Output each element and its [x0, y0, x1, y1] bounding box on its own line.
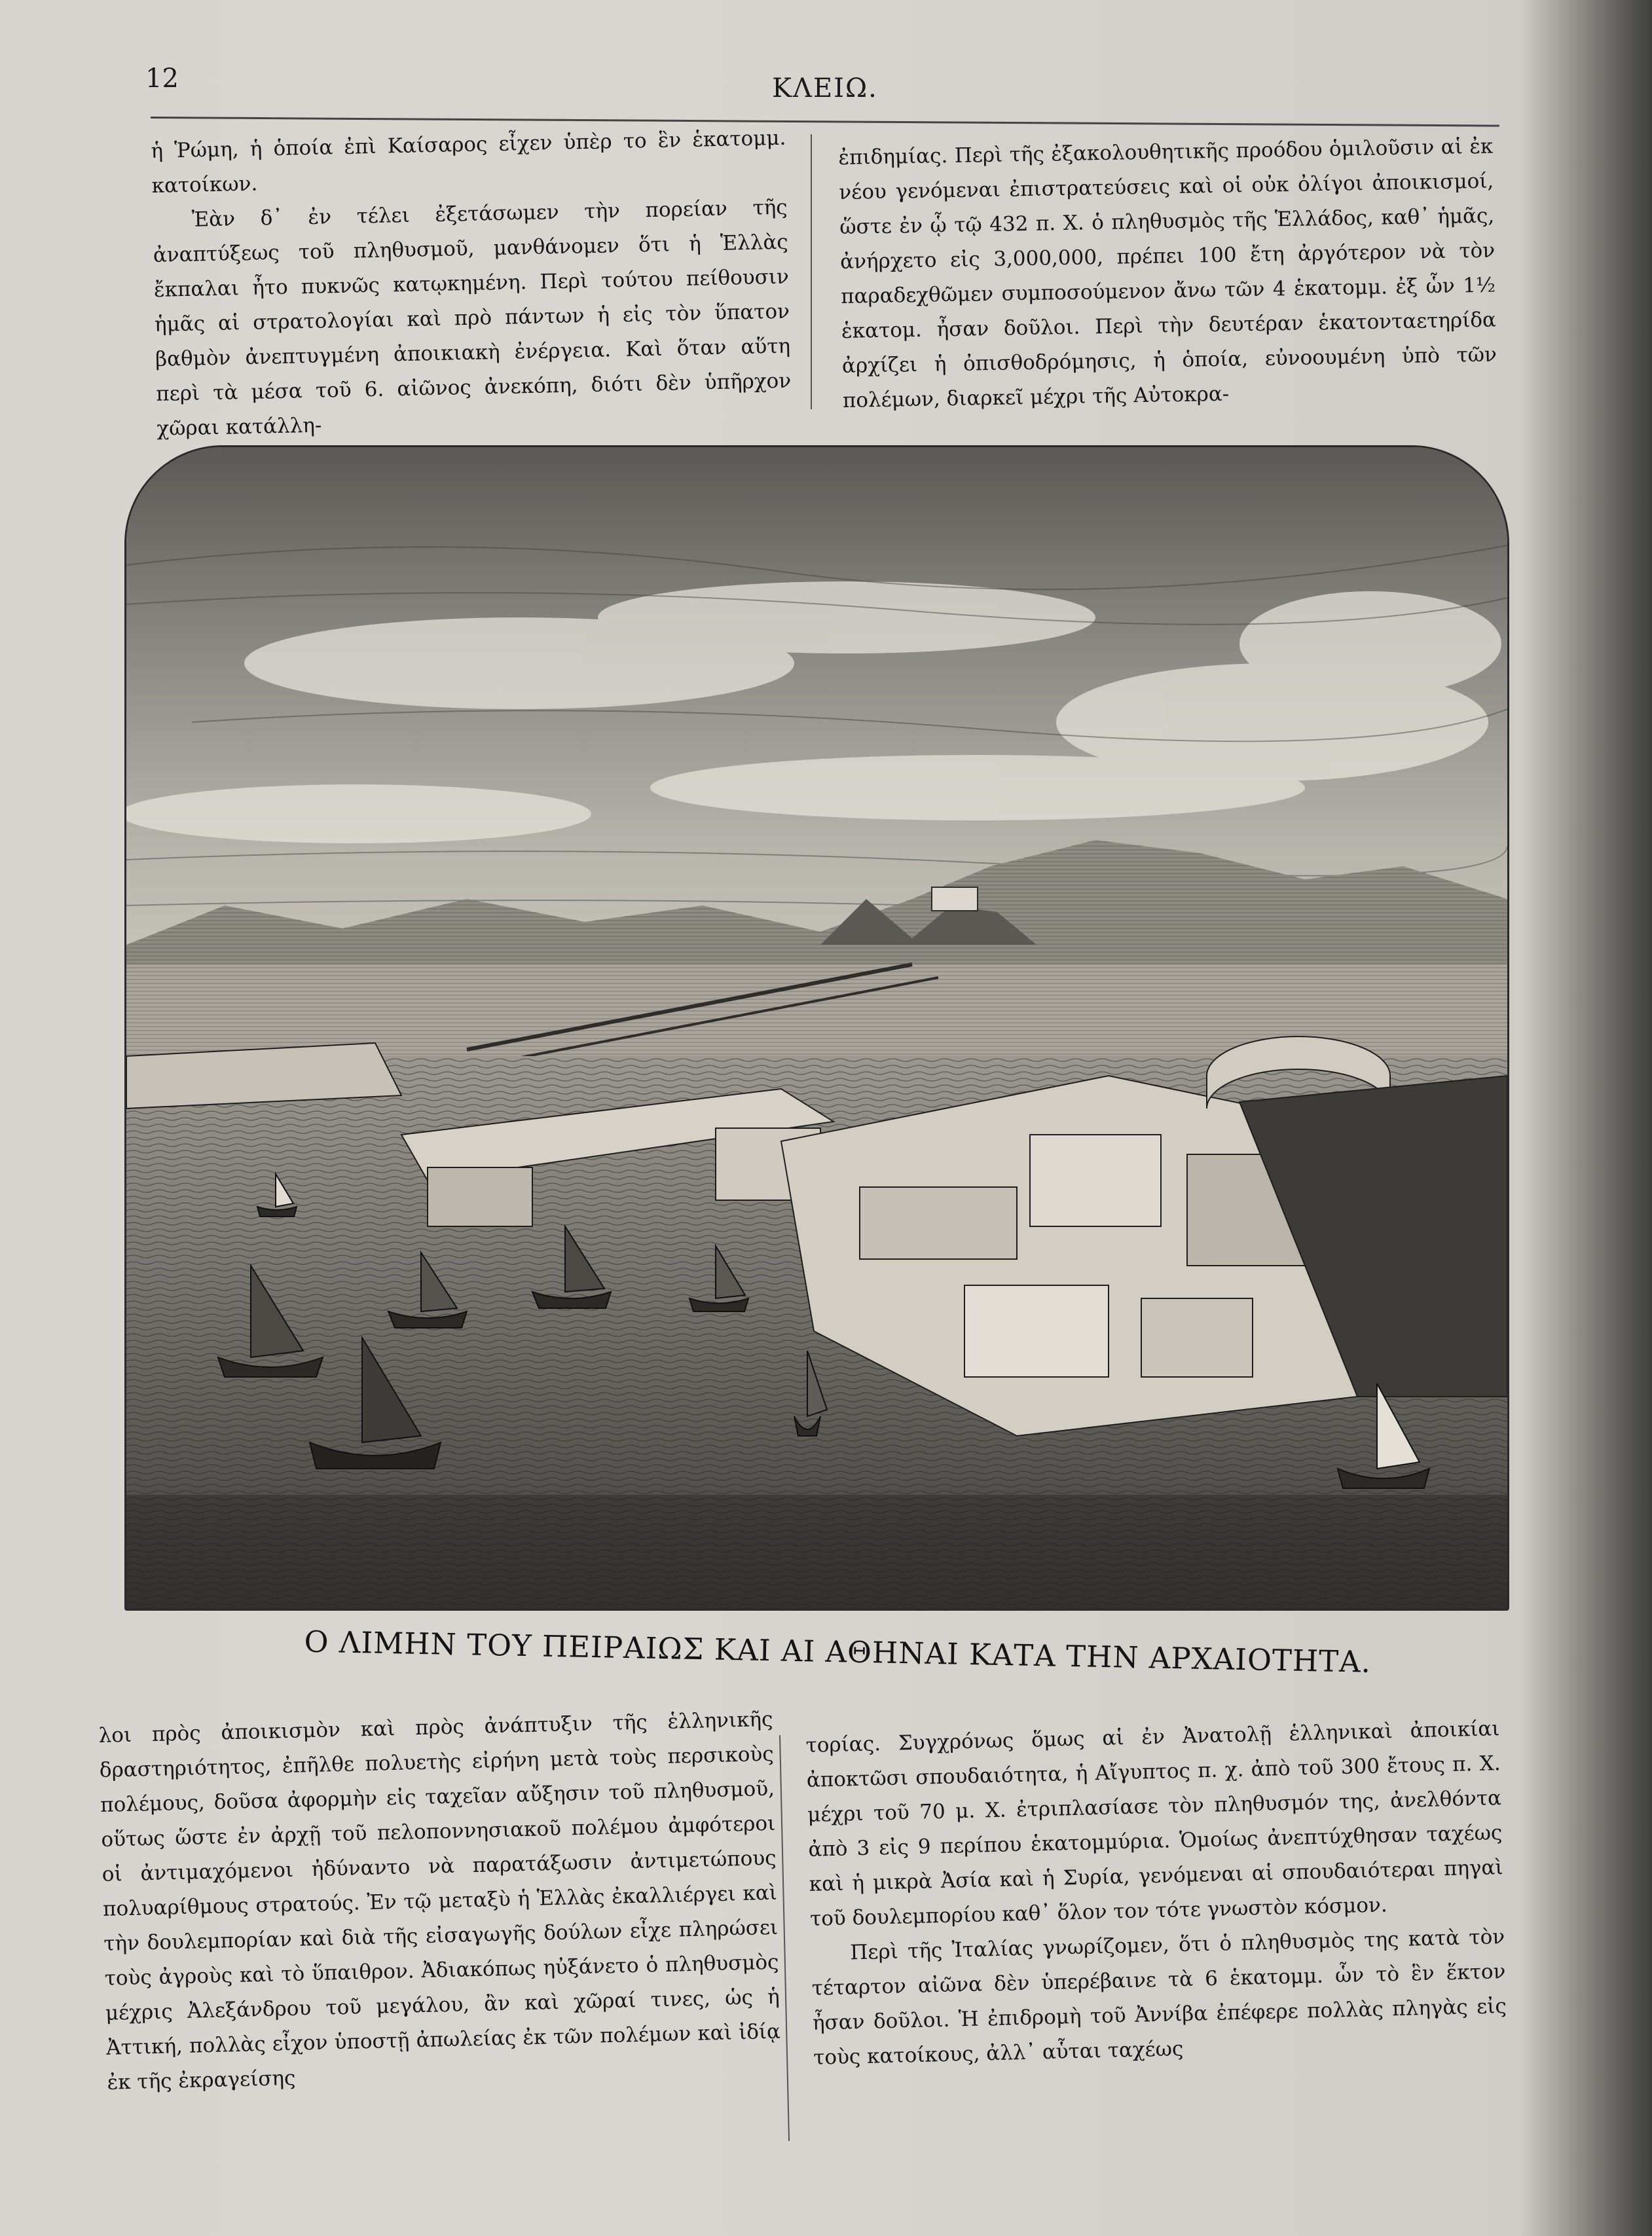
running-head: ΚΛΕΙΩ.: [772, 73, 878, 103]
paragraph: τορίας. Συγχρόνως ὅμως αἱ ἐν Ἀνατολῇ ἑλληνικαὶ ἀποικίαι ἀποκτῶσι σπουδαιότητα, ἡ Αἴγυπτος π. χ. ἀπὸ τοῦ 300 ἔτους π. Χ. μέχρι τοῦ 70 μ. Χ. ἐτριπλασίασε τὸν πληθυσμόν της, ἀνελθόντα ἀπὸ 3 εἰς 9 περίπου ἑκατομμύρια. Ὁμοίως ἀνεπτύχθησαν ταχέως καὶ ἡ μικρὰ Ἀσία καὶ ἡ Συρία, γενόμεναι αἱ σπουδαιότεραι πηγαὶ τοῦ δουλεμπορίου καθ᾽ ὅλον τον τότε γνωστὸν κόσμον.: [805, 1717, 1503, 1931]
illustration-caption: Ο ΛΙΜΗΝ ΤΟΥ ΠΕΙΡΑΙΩΣ ΚΑΙ ΑΙ ΑΘΗΝΑΙ ΚΑΤΑ ΤΗΝ ΑΡΧΑΙΟΤΗΤΑ.: [304, 1624, 1372, 1679]
top-left-column: [151, 121, 792, 447]
harbor-engraving: [124, 445, 1509, 1611]
top-right-column: [838, 130, 1497, 418]
bottom-left-column: [98, 1702, 782, 2100]
paragraph: Περὶ τῆς Ἰταλίας γνωρίζομεν, ὅτι ὁ πληθυσμὸς της κατὰ τὸν τέταρτον αἰῶνα δὲν ὑπερέβαινε τὰ 6 ἑκατομμ. ὧν τὸ ἓν ἕκτον ἦσαν δοῦλοι. Ἡ ἐπιδρομὴ τοῦ Ἀννίβα ἐπέφερε πολλὰς πληγὰς εἰς τοὺς κατοίκους, ἀλλ᾽ αὗται ταχέως: [811, 1925, 1507, 2070]
paragraph: Ἐὰν δ᾽ ἐν τέλει ἐξετάσωμεν τὴν πορείαν τῆς ἀναπτύξεως τοῦ πληθυσμοῦ, μανθάνομεν ὅτι ἡ Ἑλλὰς ἔκπαλαι ἦτο πυκνῶς κατῳκημένη. Περὶ τούτου πείθουσιν ἡμᾶς αἱ στρατολογίαι καὶ πρὸ πάντων ἡ εἰς τὸν ὕπατον βαθμὸν ἀνεπτυγμένη ἀποικιακὴ ἐνέργεια. Καὶ ὅταν αὕτη περὶ τὰ μέσα τοῦ 6. αἰῶνος ἀνεκόπη, διότι δὲν ὑπῆρχον χῶραι κατάλλη-: [153, 195, 792, 441]
paragraph: λοι πρὸς ἀποικισμὸν καὶ πρὸς ἀνάπτυξιν τῆς ἑλληνικῆς δραστηριότητος, ἐπῆλθε πολυετὴς εἰρήνη μετὰ τοὺς περσικοὺς πολέμους, δοῦσα ἀφορμὴν εἰς ταχεῖαν αὔξησιν τοῦ πληθυσμοῦ, οὕτως ὥστε ἐν ἀρχῇ τοῦ πελοποννησιακοῦ πολέμου ἀμφότεροι οἱ ἀντιμαχόμενοι ἠδύναντο νὰ παρατάξωσιν ἀντιμετώπους πολυαρίθμους στρατούς. Ἐν τῷ μεταξὺ ἡ Ἑλλὰς ἐκαλλιέργει καὶ τὴν δουλεμπορίαν καὶ διὰ τῆς εἰσαγωγῆς δούλων εἶχε πληρώσει τοὺς ἀγροὺς καὶ τὸ ὕπαιθρον. Ἀδιακόπως ηὐξάνετο ὁ πληθυσμὸς μέχρις Ἀλεξάνδρου τοῦ μεγάλου, ἂν καὶ χῶραί τινες, ὡς ἡ Ἀττική, πολλὰς εἶχον ὑποστῇ ἀπωλείας ἐκ τῶν πολέμων καὶ ἰδίᾳ ἐκ τῆς ἐκραγείσης: [98, 1707, 781, 2095]
bottom-right-column: [805, 1712, 1508, 2076]
column-divider: [811, 134, 812, 409]
acropolis-temple: [932, 887, 978, 911]
paragraph: ἡ Ῥώμη, ἡ ὁποία ἐπὶ Καίσαρος εἶχεν ὑπὲρ το ἓν ἑκατομμ. κατοίκων.: [151, 126, 786, 198]
page-number: 12: [145, 64, 179, 94]
header-rule: [151, 117, 1499, 127]
paragraph: ἐπιδημίας. Περὶ τῆς ἐξακολουθητικῆς προόδου ὁμιλοῦσιν αἱ ἐκ νέου γενόμεναι ἐπιστρατεύσεις καὶ οἱ οὐκ ὀλίγοι ἀποικισμοί, ὥστε ἐν ᾧ τῷ 432 π. Χ. ὁ πληθυσμὸς τῆς Ἑλλάδος, καθ᾽ ἡμᾶς, ἀνήρχετο εἰς 3,000,000, πρέπει 100 ἔτη ἀργότερον νὰ τὸν παραδεχθῶμεν συμποσούμενον ἄνω τῶν 4 ἑκατομμ. ἐξ ὧν 1½ ἑκατομ. ἦσαν δοῦλοι. Περὶ τὴν δευτέραν ἑκατονταετηρίδα ἀρχίζει ἡ ὀπισθοδρόμησις, ἡ ὁποία, εὐνοουμένη ὑπὸ τῶν πολέμων, διαρκεῖ μέχρι τῆς Αὐτοκρα-: [838, 134, 1497, 412]
